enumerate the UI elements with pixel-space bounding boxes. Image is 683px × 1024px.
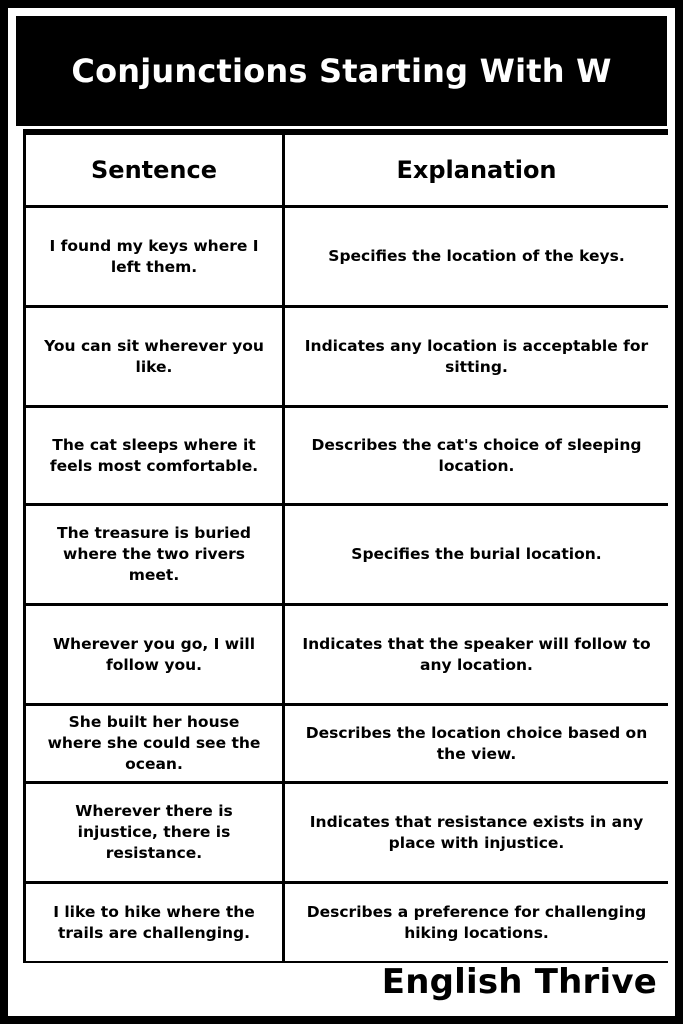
sentence-cell: The treasure is buried where the two rivers meet. [26,506,282,603]
explanation-cell: Describes a preference for challenging hiking locations. [285,884,668,961]
explanation-cell: Specifies the burial location. [285,506,668,603]
table-grid [26,135,665,960]
explanation-cell: Specifies the location of the keys. [285,208,668,305]
sentence-cell: I like to hike where the trails are challenging. [26,884,282,961]
column-header-sentence: Sentence [26,135,282,205]
sentence-cell: Wherever there is injustice, there is resistance. [26,784,282,881]
sentence-cell: She built her house where she could see the ocean. [26,706,282,781]
conjunction-table [23,129,668,963]
page-title: Conjunctions Starting With W [16,16,667,126]
explanation-cell: Describes the cat's choice of sleeping location. [285,408,668,503]
explanation-cell: Describes the location choice based on the view. [285,706,668,781]
explanation-cell: Indicates any location is acceptable for sitting. [285,308,668,405]
sentence-cell: I found my keys where I left them. [26,208,282,305]
explanation-cell: Indicates that the speaker will follow to any location. [285,606,668,703]
column-header-explanation: Explanation [285,135,668,205]
explanation-cell: Indicates that resistance exists in any place with injustice. [285,784,668,881]
sentence-cell: Wherever you go, I will follow you. [26,606,282,703]
sentence-cell: The cat sleeps where it feels most comfortable. [26,408,282,503]
brand-logo-text: English Thrive [381,962,657,1002]
sentence-cell: You can sit wherever you like. [26,308,282,405]
page-sheet [8,8,675,1016]
